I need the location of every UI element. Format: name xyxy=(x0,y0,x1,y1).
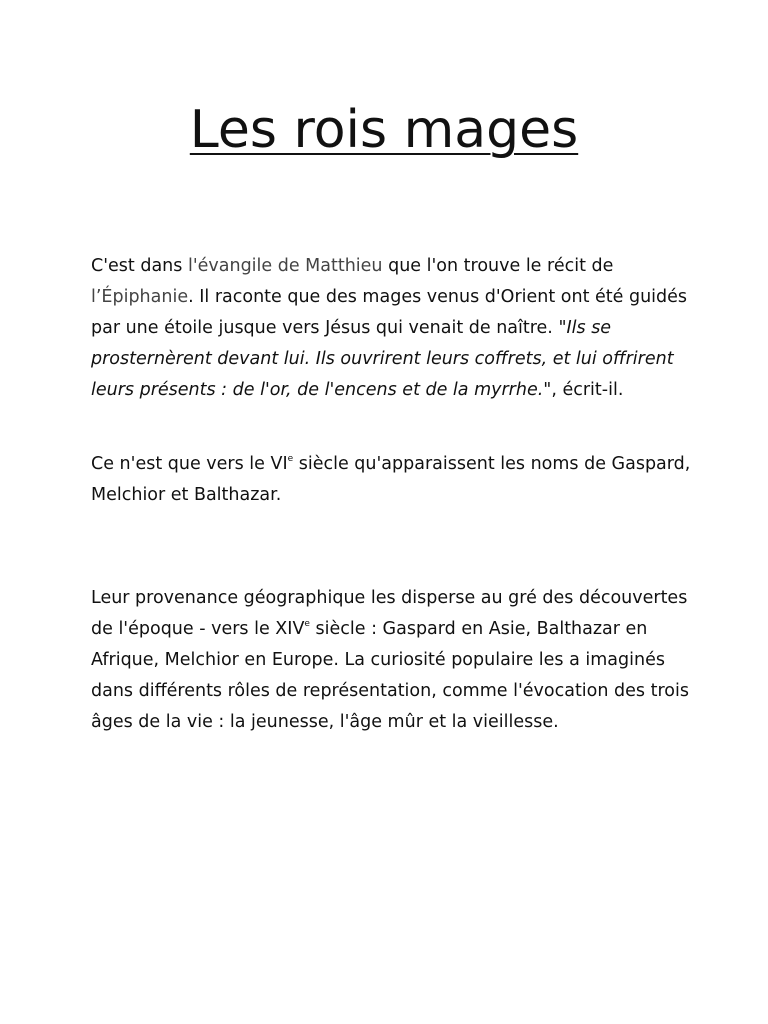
paragraph1-text-3: . Il raconte que des mages venus d'Orient ont été guidés par une étoile jusque vers Jésus qui venait de naître. xyxy=(91,287,688,338)
paragraph2-text-1: Ce n'est que vers le VI xyxy=(91,454,288,474)
paragraph3-text-2: siècle : Gaspard en Asie, Balthazar en Afrique, Melchior en Europe. La curiosité populaire les a imaginés dans différents rôles de représentation, comme l'évocation des trois âges de la vie : la jeunesse, l'âge mûr et la vieillesse. xyxy=(91,619,689,732)
paragraph-names xyxy=(91,449,691,511)
paragraph1-text-2: que l'on trouve le récit de xyxy=(382,256,614,276)
paragraph1-text-4: , écrit-il. xyxy=(551,380,624,400)
link-epiphany[interactable]: l’Épiphanie xyxy=(91,287,189,307)
page-title-text: Les rois mages xyxy=(189,100,579,160)
paragraph1-text-1: C'est dans xyxy=(91,256,188,276)
paragraph2-superscript: e xyxy=(287,454,294,464)
page-title xyxy=(0,98,768,162)
paragraph-origins xyxy=(91,583,691,738)
link-gospel-matthew[interactable]: l'évangile de Matthieu xyxy=(187,256,383,276)
paragraph1-quote: "Ils se prosternèrent devant lui. Ils ouvrirent leurs coffrets, et lui offrirent leurs présents : de l'or, de l'encens et de la myrrhe." xyxy=(91,318,674,400)
paragraph3-text-1: Leur provenance géographique les disperse au gré des découvertes de l'époque - vers le XIV xyxy=(91,588,688,639)
paragraph3-superscript: e xyxy=(304,619,310,629)
paragraph2-text-2: siècle qu'apparaissent les noms de Gaspard, Melchior et Balthazar. xyxy=(91,454,691,505)
paragraph-matthew-gospel xyxy=(91,251,691,406)
